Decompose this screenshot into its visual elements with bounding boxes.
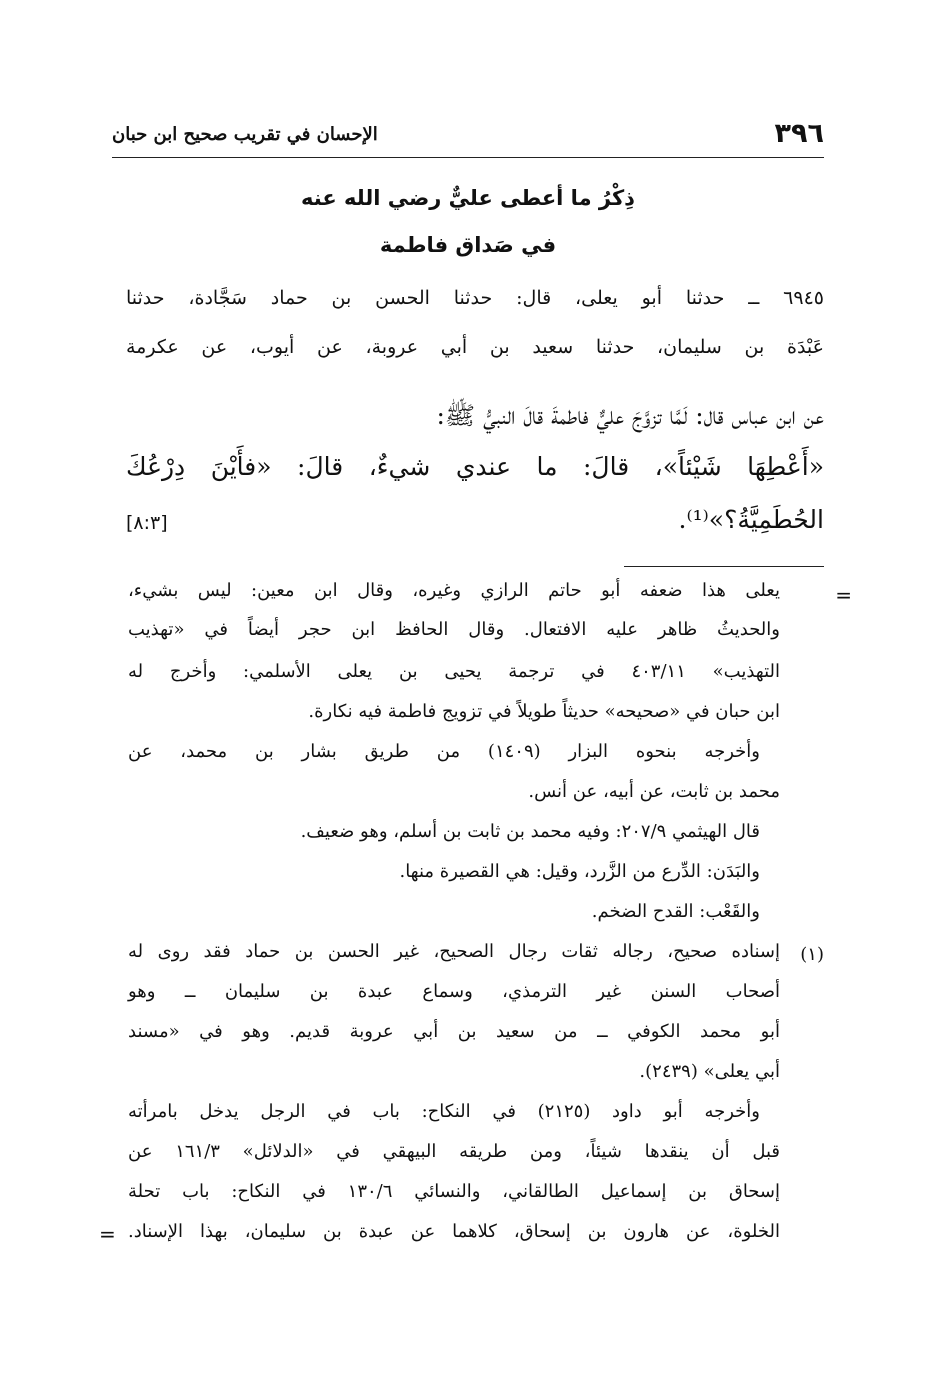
page-number: ٣٩٦ [774, 118, 824, 149]
page-header [112, 118, 824, 154]
section-title-line1: ذِكْرُ ما أعطى عليٌّ رضي الله عنه [301, 186, 635, 210]
hadith-reference: [٨:٣] [126, 512, 168, 534]
footnote-line: أصحاب السنن غير الترمذي، وسماع عبدة بن سليمان ــ وهو [128, 981, 780, 1002]
footnote-line: وأخرجه بنحوه البزار (١٤٠٩) من طريق بشار بن محمد، عن [128, 741, 760, 762]
footnote-line: والحديثُ ظاهر عليه الافتعال. وقال الحافظ ابن حجر أيضاً في «تهذيب [128, 619, 780, 640]
footnote-line: ابن حبان في «صحيحه» حديثاً طويلاً في تزويج فاطمة فيه نكارة. [308, 701, 780, 722]
footnote-line: قبل أن ينقدها شيئاً، ومن طريقه البيهقي في «الدلائل» ١٦١/٣ عن [128, 1141, 780, 1162]
footnote-line: أبي يعلى» (٢٤٣٩). [639, 1061, 780, 1082]
hadith-isnad-line: ٦٩٤٥ ــ حدثنا أبو يعلى، قال: حدثنا الحسن بن حماد سَجَّادة، حدثنا [126, 287, 824, 309]
footnote-line: والبَدَن: الدِّرع من الزَّرد، وقيل: هي القصيرة منها. [399, 861, 760, 882]
footnote-line: إسحاق بن إسماعيل الطالقاني، والنسائي ١٣٠/٦ في النكاح: باب تحلة [128, 1181, 781, 1202]
footnote-number: (١) [800, 944, 824, 965]
running-title: الإحسان في تقريب صحيح ابن حبان [112, 124, 378, 145]
header-rule [112, 157, 824, 158]
hadith-matn-line: عن ابن عباس قال: لَمَّا تزوَّجَ عليٌّ فاطمةَ قالَ النبيُّ ﷺ: [436, 401, 824, 430]
hadith-matn-line: «أَعْطِهَا شَيْئاً»، قالَ: ما عندي شيءٌ، قالَ: «فأَيْنَ دِرْعُكَ [126, 452, 824, 481]
hadith-isnad-line: عَبْدَة بن سليمان، حدثنا سعيد بن أبي عروبة، عن أيوب، عن عكرمة [126, 336, 824, 358]
footnote-line: إسناده صحيح، رجاله ثقات رجال الصحيح، غير الحسن بن حماد فقد روى له [128, 941, 780, 962]
footnote-line: أبو محمد الكوفي ــ من سعيد بن أبي عروبة قديم. وهو في «مسند [128, 1021, 780, 1042]
continuation-mark-top: = [835, 583, 852, 607]
footnote-line: التهذيب» ٤٠٣/١١ في ترجمة يحيى بن يعلى الأسلمي: وأخرج له [128, 661, 780, 682]
footnote-line: وأخرجه أبو داود (٢١٢٥) في النكاح: باب في الرجل يدخل بامرأته [128, 1101, 760, 1122]
footnote-line: الخلوة، عن هارون بن إسحاق، كلاهما عن عبدة بن سليمان، بهذا الإسناد. [128, 1221, 780, 1242]
section-title-line2: في صَداق فاطمة [379, 233, 557, 257]
hadith-matn-line: الحُطَمِيَّةُ؟»⁽¹⁾. [678, 505, 824, 534]
footnote-line: والقَعْب: القدح الضخم. [591, 901, 760, 922]
footnote-line: محمد بن ثابت، عن أبيه، عن أنس. [528, 781, 780, 802]
continuation-mark-bottom: = [99, 1222, 116, 1246]
footnote-line: يعلى هذا ضعفه أبو حاتم الرازي وغيره، وقال ابن معين: ليس بشيء، [128, 580, 780, 601]
footnote-rule [624, 566, 824, 567]
footnote-line: قال الهيثمي ٢٠٧/٩: وفيه محمد بن ثابت بن أسلم، وهو ضعيف. [300, 821, 760, 842]
